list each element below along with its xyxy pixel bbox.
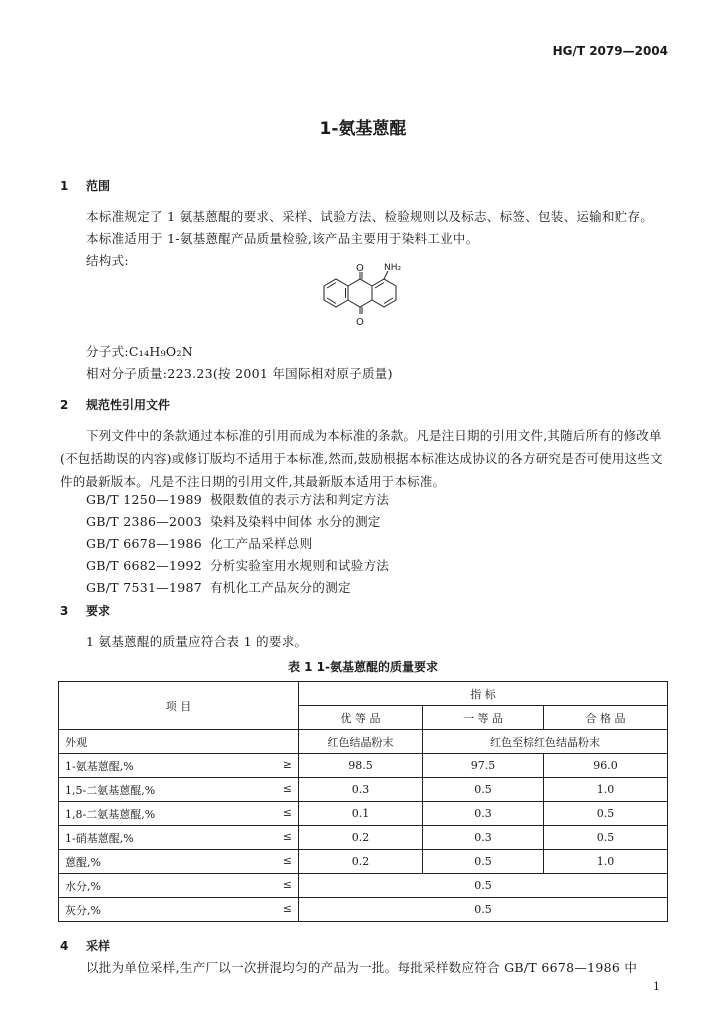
section-title: 范围 (86, 179, 111, 193)
row-value: 0.5 (299, 874, 668, 898)
table-row (59, 730, 668, 754)
table-row (59, 898, 668, 922)
row-item-label: 1,8-二氨基蒽醌,% (65, 807, 156, 821)
reference-code: GB/T 7531—1987 (86, 580, 203, 595)
row-value: 0.5 (423, 778, 544, 802)
row-value: 0.5 (544, 826, 668, 850)
reference-item (86, 578, 351, 596)
scope-line-2: 本标准适用于 1-氨基蒽醌产品质量检验,该产品主要用于染料工业中。 (86, 231, 479, 246)
row-value: 0.1 (299, 802, 423, 826)
amine-label: NH₂ (384, 263, 402, 273)
row-value: 1.0 (544, 850, 668, 874)
row-value: 0.3 (299, 778, 423, 802)
row-value: 0.2 (299, 826, 423, 850)
reference-code: GB/T 6678—1986 (86, 536, 203, 551)
quality-requirements-table (58, 681, 668, 922)
reference-item (86, 556, 389, 574)
section-title: 采样 (86, 939, 111, 953)
section-3-heading (60, 602, 110, 619)
limit-symbol: ≤ (282, 829, 292, 843)
row-value: 1.0 (544, 778, 668, 802)
grade-qualified: 合 格 品 (544, 706, 668, 730)
grade-premium: 优 等 品 (299, 706, 423, 730)
row-item-label: 灰分,% (65, 903, 101, 917)
table-row (59, 826, 668, 850)
reference-code: GB/T 6682—1992 (86, 558, 203, 573)
row-item (59, 802, 299, 826)
scope-line-1: 本标准规定了 1 氨基蒽醌的要求、采样、试验方法、检验规则以及标志、标签、包装、运输和贮存。 (86, 209, 654, 224)
row-item-label: 1,5-二氨基蒽醌,% (65, 783, 156, 797)
section-title: 要求 (86, 604, 111, 618)
section-4-heading (60, 937, 110, 954)
table-row (59, 874, 668, 898)
reference-title: 染料及染料中间体 水分的测定 (210, 514, 381, 529)
row-value: 96.0 (544, 754, 668, 778)
reference-title: 极限数值的表示方法和判定方法 (210, 492, 390, 507)
row-item (59, 778, 299, 802)
formula-value: C₁₄H₉O₂N (128, 344, 194, 359)
table-head-item: 项 目 (59, 682, 299, 730)
standard-number: HG/T 2079—2004 (552, 44, 668, 58)
molecular-mass: 相对分子质量:223.23(按 2001 年国际相对原子质量) (86, 366, 393, 381)
row-item: 外观 (59, 730, 299, 754)
sampling-line: 以批为单位采样,生产厂以一次拼混均匀的产品为一批。每批采样数应符合 GB/T 6678—1986 中 (86, 960, 638, 975)
references-paragraph: 下列文件中的条款通过本标准的引用而成为本标准的条款。凡是注日期的引用文件,其随后所有的修改单(不包括勘误的内容)或修订版均不适用于本标准,然而,鼓励根据本标准达成协议的各方研究是否可使用这些文件的最新版本。凡是不注日期的引用文件,其最新版本适用于本标准。 (60, 428, 663, 489)
requirement-line: 1 氨基蒽醌的质量应符合表 1 的要求。 (86, 634, 308, 649)
section-title: 规范性引用文件 (86, 398, 171, 412)
limit-symbol: ≤ (282, 805, 292, 819)
row-value: 97.5 (423, 754, 544, 778)
table-row (59, 754, 668, 778)
row-item-label: 1-氨基蒽醌,% (65, 759, 134, 773)
limit-symbol: ≥ (282, 757, 292, 771)
carbonyl-top-label: O (356, 263, 364, 274)
row-value: 0.2 (299, 850, 423, 874)
row-value: 0.5 (544, 802, 668, 826)
structure-label: 结构式: (86, 253, 129, 268)
table-head-index: 指 标 (299, 682, 668, 706)
reference-item (86, 534, 312, 552)
section-number: 1 (60, 179, 69, 193)
limit-symbol: ≤ (282, 781, 292, 795)
limit-symbol: ≤ (282, 901, 292, 915)
row-item-label: 蒽醌,% (65, 855, 101, 869)
row-value: 98.5 (299, 754, 423, 778)
limit-symbol: ≤ (282, 877, 292, 891)
limit-symbol: ≤ (282, 853, 292, 867)
row-value: 0.3 (423, 826, 544, 850)
row-item (59, 850, 299, 874)
reference-item (86, 512, 381, 530)
row-item-label: 1-硝基蒽醌,% (65, 831, 134, 845)
molecular-formula (86, 342, 193, 360)
document-title: 1-氨基蒽醌 (319, 119, 407, 139)
reference-title: 有机化工产品灰分的测定 (210, 580, 351, 595)
page-number: 1 (653, 980, 660, 993)
carbonyl-bottom-label: O (356, 317, 364, 328)
table-row (59, 778, 668, 802)
section-2-heading (60, 396, 170, 413)
section-number: 2 (60, 398, 69, 412)
row-value: 0.5 (423, 850, 544, 874)
table-row (59, 802, 668, 826)
row-item-label: 水分,% (65, 879, 101, 893)
reference-code: GB/T 2386—2003 (86, 514, 203, 529)
section-number: 4 (60, 939, 69, 953)
structural-formula (318, 262, 414, 336)
row-item (59, 826, 299, 850)
grade-first: 一 等 品 (423, 706, 544, 730)
table-row (59, 850, 668, 874)
row-value: 0.3 (423, 802, 544, 826)
table-caption: 表 1 1-氨基蒽醌的质量要求 (287, 660, 439, 674)
row-value: 0.5 (299, 898, 668, 922)
reference-item (86, 490, 389, 508)
row-value: 红色至棕红色结晶粉末 (423, 730, 668, 754)
row-item (59, 898, 299, 922)
row-item (59, 754, 299, 778)
formula-label: 分子式: (86, 344, 129, 359)
reference-code: GB/T 1250—1989 (86, 492, 203, 507)
reference-title: 分析实验室用水规则和试验方法 (210, 558, 390, 573)
row-item (59, 874, 299, 898)
section-1-heading (60, 177, 110, 194)
section-number: 3 (60, 604, 69, 618)
reference-title: 化工产品采样总则 (210, 536, 313, 551)
row-value: 红色结晶粉末 (299, 730, 423, 754)
